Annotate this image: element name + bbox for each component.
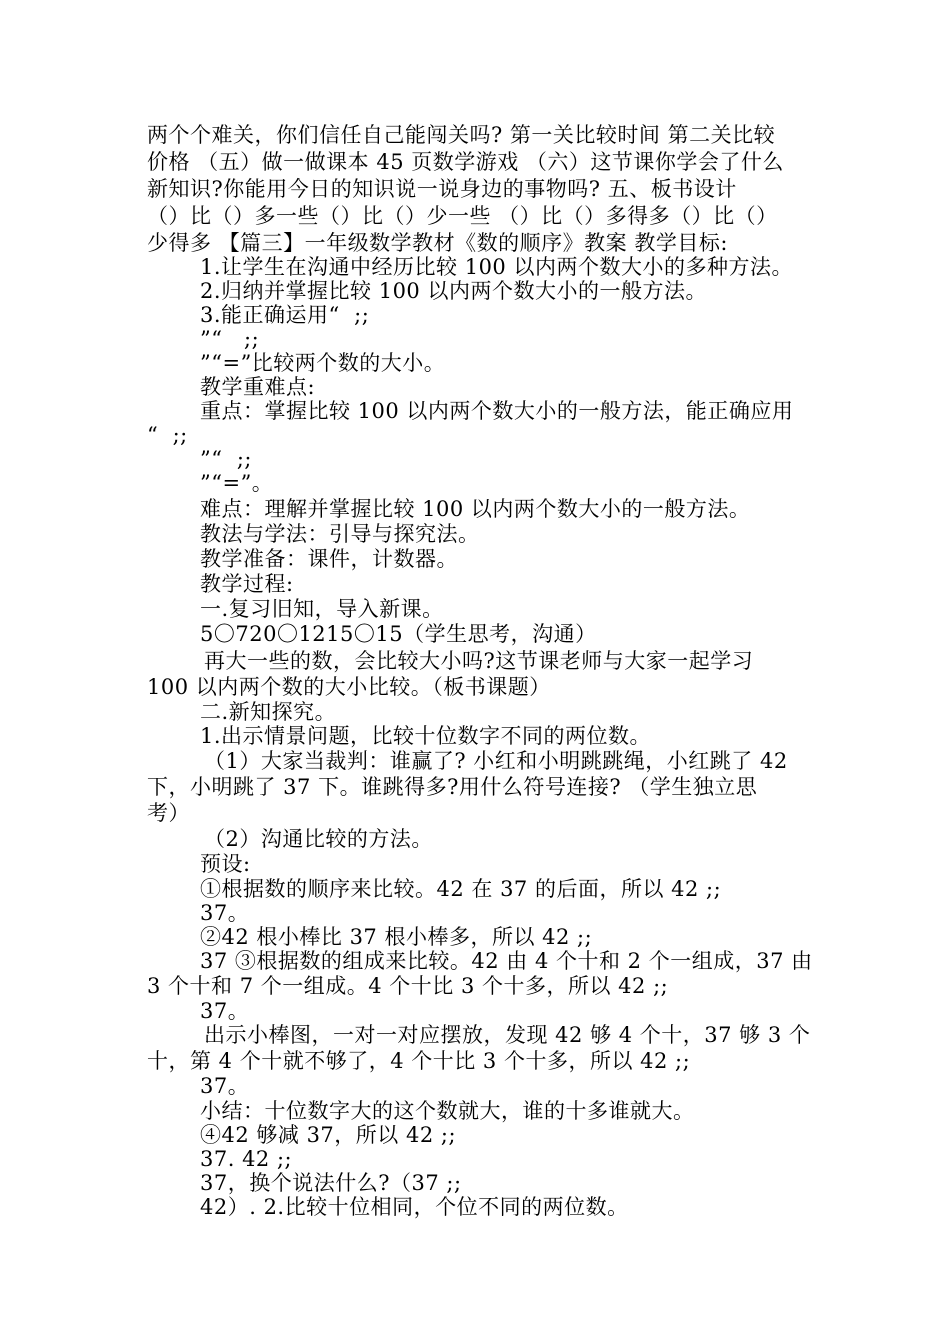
text-line: 37。 xyxy=(200,1074,250,1098)
text-line: 37。 xyxy=(200,901,250,925)
text-line: 新知识?你能用今日的知识说一说身边的事物吗? 五、板书设计 xyxy=(147,177,737,201)
text-line: 42）. 2.比较十位相同，个位不同的两位数。 xyxy=(200,1195,629,1219)
text-line: 考） xyxy=(147,801,190,825)
text-line: “ ;; xyxy=(147,423,188,447)
text-line: （2）沟通比较的方法。 xyxy=(204,827,433,851)
text-line: ①根据数的顺序来比较。42 在 37 的后面，所以 42 ;; xyxy=(200,877,722,901)
text-line: 37. 42 ;; xyxy=(200,1147,293,1171)
text-line: ”“ ;; xyxy=(200,327,260,351)
text-line: 价格 （五）做一做课本 45 页数学游戏 （六）这节课你学会了什么 xyxy=(147,150,784,174)
text-line: 教法与学法：引导与探究法。 xyxy=(200,522,480,546)
text-line: 100 以内两个数的大小比较。（板书课题） xyxy=(147,675,551,699)
text-line: 教学过程: xyxy=(200,572,294,596)
text-line: 5〇720〇1215〇15（学生思考，沟通） xyxy=(200,622,597,646)
text-line: ②42 根小棒比 37 根小棒多，所以 42 ;; xyxy=(200,925,593,949)
text-line: 预设: xyxy=(200,852,251,876)
text-line: 37。 xyxy=(200,999,250,1023)
text-line: ”“=”比较两个数的大小。 xyxy=(200,351,446,375)
text-line: 一.复习旧知，导入新课。 xyxy=(200,597,444,621)
text-line: 2.归纳并掌握比较 100 以内两个数大小的一般方法。 xyxy=(200,279,707,303)
text-line: 教学重难点: xyxy=(200,375,316,399)
text-line: ”“=”。 xyxy=(200,471,274,495)
text-line: 下，小明跳了 37 下。谁跳得多?用什么符号连接? （学生独立思 xyxy=(147,775,758,799)
text-line: ④42 够减 37，所以 42 ;; xyxy=(200,1123,457,1147)
text-line: 1.让学生在沟通中经历比较 100 以内两个数大小的多种方法。 xyxy=(200,255,793,279)
text-line: 1.出示情景问题，比较十位数字不同的两位数。 xyxy=(200,724,652,748)
text-line: 少得多 【篇三】一年级数学教材《数的顺序》教案 教学目标: xyxy=(147,231,728,255)
text-line: 十，第 4 个十就不够了，4 个十比 3 个十多，所以 42 ;; xyxy=(147,1049,691,1073)
text-line: 难点：理解并掌握比较 100 以内两个数大小的一般方法。 xyxy=(200,497,751,521)
text-line: （1）大家当裁判：谁赢了? 小红和小明跳跳绳，小红跳了 42 xyxy=(204,749,788,773)
text-line: 3 个十和 7 个一组成。4 个十比 3 个十多，所以 42 ;; xyxy=(147,974,669,998)
text-line: 二.新知探究。 xyxy=(200,700,337,724)
text-line: 再大一些的数，会比较大小吗?这节课老师与大家一起学习 xyxy=(204,649,754,673)
text-line: 重点：掌握比较 100 以内两个数大小的一般方法，能正确应用 xyxy=(200,399,794,423)
text-line: ”“ ;; xyxy=(200,447,252,471)
text-line: 3.能正确运用“ ;; xyxy=(200,303,370,327)
text-line: 37，换个说法什么?（37 ;; xyxy=(200,1171,462,1195)
text-line: 教学准备：课件，计数器。 xyxy=(200,547,458,571)
text-line: 出示小棒图，一对一对应摆放，发现 42 够 4 个十，37 够 3 个 xyxy=(204,1023,811,1047)
text-line: 两个个难关，你们信任自己能闯关吗? 第一关比较时间 第二关比较 xyxy=(147,123,776,147)
text-line: （）比（）多一些（）比（）少一些 （）比（）多得多（）比（） xyxy=(147,204,778,228)
text-line: 37 ③根据数的组成来比较。42 由 4 个十和 2 个一组成，37 由 xyxy=(200,949,813,973)
text-line: 小结：十位数字大的这个数就大，谁的十多谁就大。 xyxy=(200,1099,695,1123)
